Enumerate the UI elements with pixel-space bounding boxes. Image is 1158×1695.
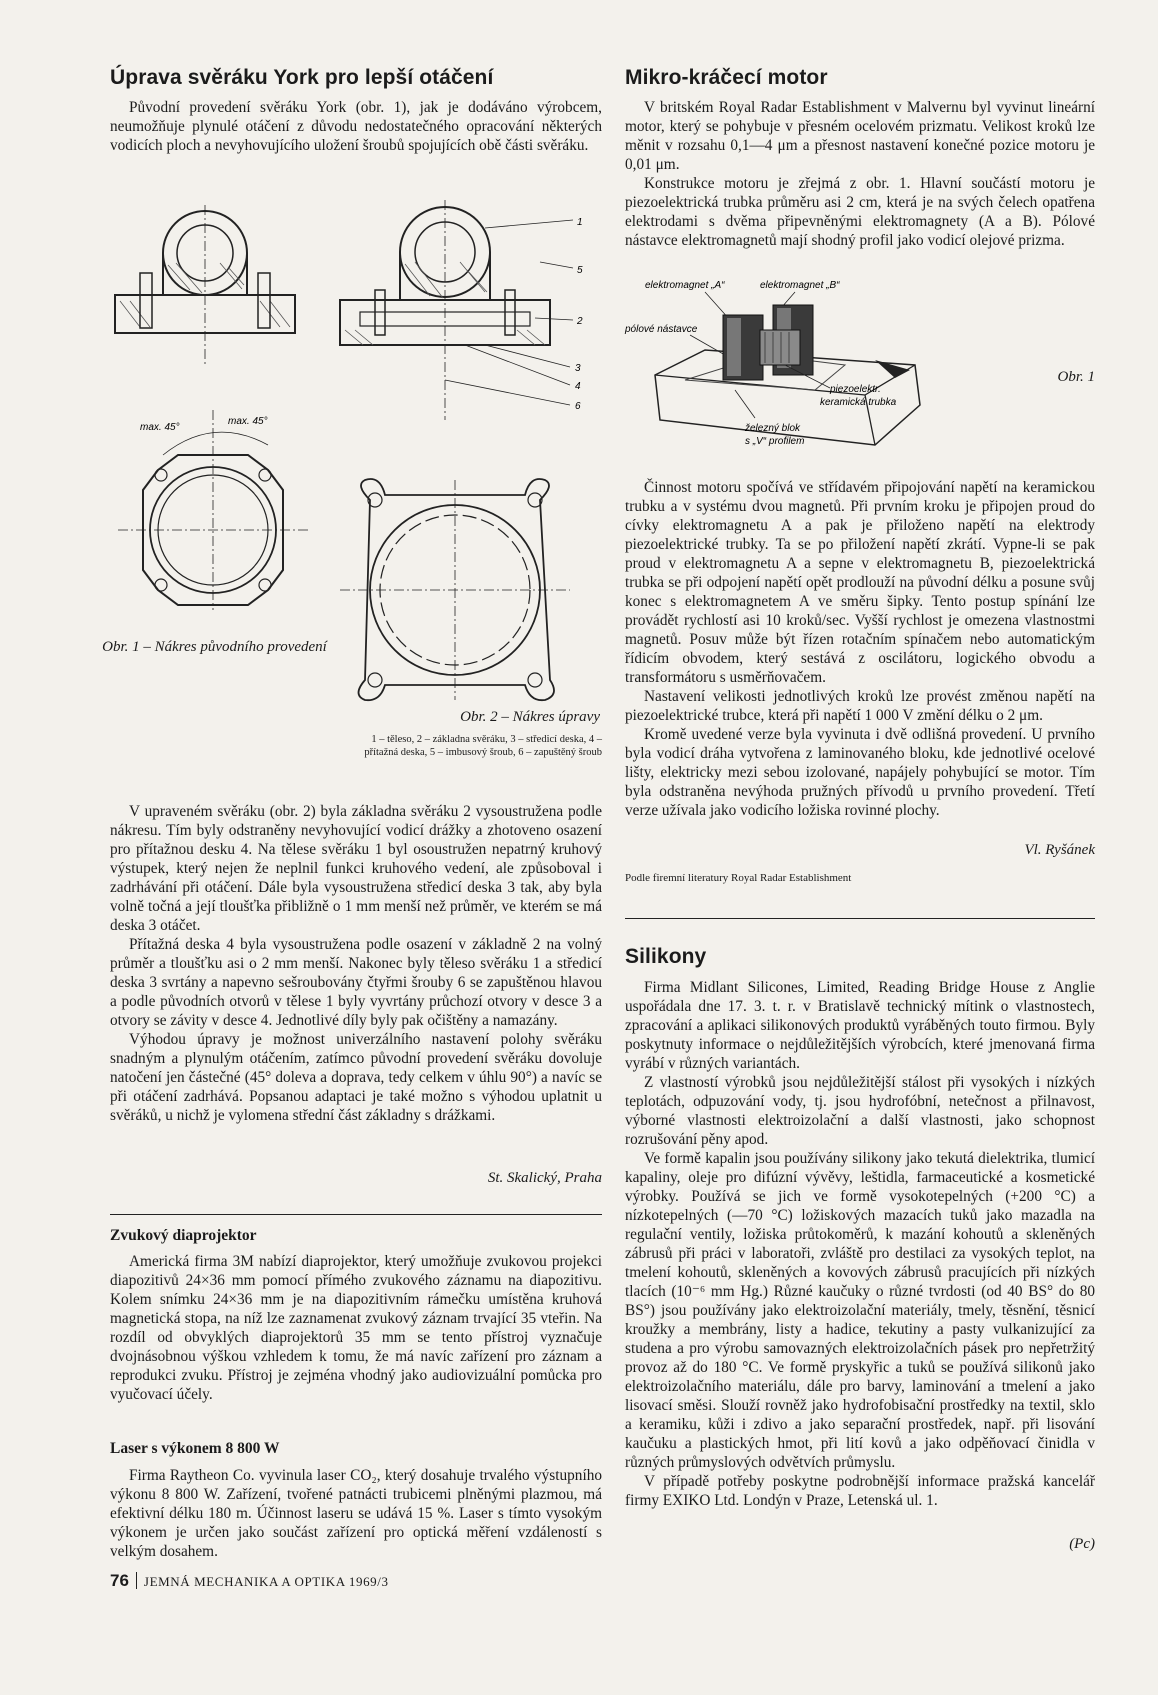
figure2-legend: 1 – těleso, 2 – základna svěráku, 3 – středicí deska, 4 – přítažná deska, 5 – imbusový šroub, 6 – zapuštěný šroub bbox=[364, 734, 602, 758]
motor-paragraph-2: Konstrukce motoru je zřejmá z obr. 1. Hlavní součástí motoru je piezoelektrická trubka průměru asi 2 cm, která je na svých čelech opatřena elektrodami s dvěma připevněnými elektromagnety (A a B). Pólové nástavce elektromagnetů mají shodný profil jako vodicí olejové prizma. bbox=[625, 175, 1095, 249]
fig-label-pole-pieces: pólové nástavce bbox=[625, 324, 698, 335]
fig-label-6: 6 bbox=[575, 401, 581, 412]
article-title-silicones: Silikony bbox=[625, 945, 707, 968]
vise-signature: St. Skalický, Praha bbox=[487, 1170, 602, 1186]
fig-label-magnet-b: elektromagnet „B“ bbox=[760, 280, 840, 291]
motor-paragraph-5: Kromě uvedené verze byla vyvinuta i dvě odlišná provedení. U prvního byla vodicí dráha vytvořena z laminovaného bloku, kde jednotlivé ocelové lišty, elektricky mezi sebou izolované, napájely pohybující se motor. Tím byla odstraněna nevýhoda pružných přívodů u prvního provedení. Třetí verze užívala jako vodicího ložiska rovinné plochy. bbox=[625, 726, 1095, 819]
vise-paragraph-3: Výhodou úpravy je možnost univerzálního nastavení polohy svěráku snadným a plynulým otáčením, zatímco původní provedení svěráku dovoluje natočení jen částečné (45° doleva a doprava, tedy celkem v úhlu 90°) a navíc se při otáčení zadrhává. Popsanou adaptaci je také možno s výhodou uplatnit u svěráků, u nichž je vylomena střední část základny s drážkami. bbox=[110, 1031, 602, 1124]
article-title-motor: Mikro-kráčecí motor bbox=[625, 66, 828, 89]
motor-signature: Vl. Ryšánek bbox=[1024, 842, 1095, 858]
article-title-projector: Zvukový diaprojektor bbox=[110, 1227, 257, 1244]
fig-label-4: 4 bbox=[575, 381, 581, 392]
motor-intro bbox=[625, 98, 1095, 250]
motor-drawing bbox=[625, 270, 945, 460]
motor-source: Podle firemní literatury Royal Radar Establishment bbox=[625, 872, 852, 884]
motor-paragraph-3: Činnost motoru spočívá ve střídavém připojování napětí na keramickou trubku a v systému dvou magnetů. Při prvním kroku je připojen proud do cívky elektromagnetu A a pak je přiloženo napětí na elektrody piezoelektrické trubky. Ta se po přiložení napětí zkrátí. Vypne-li se pak proud v elektromagnetu A a sepne v elektromagnetu B, piezoelektrická trubka se při odpojení napětí opět prodlouží na původní délku a posune svůj konec s elektromagnetem A ve směru šipky. Tento postup spínání lze provádět rychlostí asi 10 kroků/sec. Vyšší rychlost je omezena vlastnostmi magnetů. Posuv může být řízen rotačním spínačem nebo automatickým řídicím obvodem, který sestává z oscilátoru, logického obvodu a transformátoru s usměrňovačem. bbox=[625, 479, 1095, 686]
motor-figure-caption: Obr. 1 bbox=[1057, 369, 1095, 385]
page-number: 76 bbox=[110, 1571, 129, 1590]
vise-modified-side-drawing bbox=[335, 200, 605, 420]
vise-paragraph-2: Přítažná deska 4 byla vysoustružena podle osazení v základně 2 na volný průměr a tloušťku asi o 2 mm menší. Nakonec byly těleso svěráku 1 a středicí deska 3 svrtány a napevno sešroubovány čtyřmi šrouby 6 se zapuštěnou hlavou a podle původních otvorů v tělese 1 byly vyvrtány průchozí otvory v desce 3 a otvory se závity v desce 4. Jednotlivé díly byly pak očištěny a namazány. bbox=[110, 936, 602, 1029]
fig-label-3: 3 bbox=[575, 363, 581, 374]
fig-label-piezo-2: keramická trubka bbox=[820, 397, 897, 408]
divider-right-1 bbox=[625, 918, 1095, 919]
motor-paragraph-1: V britském Royal Radar Establishment v Malvernu byl vyvinut lineární motor, který se pohybuje v přesném ocelovém prizmatu. Velikost kroků lze měnit v rozsahu 0,1—4 μm a přesnost nastavení konečné pozice motoru je 0,01 μm. bbox=[625, 99, 1095, 173]
silicones-signature: (Pc) bbox=[1069, 1536, 1095, 1552]
motor-paragraph-4: Nastavení velikosti jednotlivých kroků lze provést změnou napětí na piezoelektrické trubce, která při napětí 1 000 V změní délku o 2 μm. bbox=[625, 688, 1095, 724]
silicones-paragraph-3: Ve formě kapalin jsou používány silikony jako tekutá dielektrika, tlumicí kapaliny, oleje pro difúzní vývěvy, leštidla, farmaceutické a kosmetické výrobky. Používá se jich ve formě vysokotepelných (+200 °C) a nízkotepelných (—70 °C) ložiskových mazacích tuků jako mazadla na regulační ventily, ložiska průtokoměrů, k mazání kohoutů a skleněných zábrusů při práci v laboratoři, zvláště pro destilaci za vysokých teplot, na tmelení kohoutů, skleněných a kovových zábrusů pracujících při nízkých tlacích (10⁻⁶ mm Hg.) Různé kaučuky o různé tvrdosti (od 40 BS° do 80 BS°) jsou používány jako elektroizolační materiály, tmely, těsnění, těsnicí kroužky a membrány, listy a hadice, tekutiny a pasty vulkanizující za studena a pro výrobu samovazných elektroizolačních pásek pro nepřetržitý provoz až do 180 °C. Ve formě pryskyřic a tuků se používá silikonů jako elektroizolačního materiálu, dále pro barvy, laminování a tmelení a jako lisovací směsi. Slouží rovněž jako hydrofobisační prostředky na textil, sklo a keramiku, kůži i zdivo a jako separační prostředek, např. při lisování kaučuku a plastických hmot, při lití kovů a jako odpěňovací činidla v různých průmyslových odvětvích průmyslu. bbox=[625, 1150, 1095, 1471]
article-title-laser: Laser s výkonem 8 800 W bbox=[110, 1440, 280, 1457]
silicones-paragraph-4: V případě potřeby poskytne podrobnější informace pražská kancelář firmy EXIKO Ltd. Londýn v Praze, Letenská ul. 1. bbox=[625, 1473, 1095, 1509]
fig-label-block-2: s „V“ profilem bbox=[745, 436, 805, 447]
vise-intro bbox=[110, 98, 602, 155]
fig-label-5: 5 bbox=[577, 265, 583, 276]
vise-original-side-drawing bbox=[110, 205, 310, 365]
fig-angle-label-a: max. 45° bbox=[140, 422, 180, 433]
laser-paragraph: Firma Raytheon Co. vyvinula laser CO₂, který dosahuje trvalého výstupního výkonu 8 800 W. Zařízení, tvořené patnácti trubicemi plněnými plazmou, má efektivní délku 180 m. Účinnost laseru se udává 15 %. Laser s tímto vysokým výkonem je určen jako součást zařízení pro optická měření vzdáleností s velkým dosahem. bbox=[110, 1467, 602, 1560]
projector-paragraph: Americká firma 3M nabízí diaprojektor, který umožňuje zvukovou projekci diapozitivů 24×36 mm pomocí přímého zvukového záznamu na diapozitivu. Kolem snímku 24×36 mm je na diapozitivním rámečku umístěna kruhová magnetická stopa, na níž lze zaznamenat zvukový záznam trvající 35 vteřin. Na rozdíl od obvyklých diaprojektorů 35 mm se tento přístroj vyznačuje dvojnásobnou výškou vzhledem k tomu, že má navíc zařízení pro záznam a reprodukci zvuku. Přístroj je zejména vhodný jako audiovizuální pomůcka pro vyučovací účely. bbox=[110, 1253, 602, 1403]
figure1-caption: Obr. 1 – Nákres původního provedení bbox=[102, 639, 327, 655]
vise-original-top-drawing bbox=[118, 410, 318, 630]
divider-left-1 bbox=[110, 1214, 602, 1215]
laser-body bbox=[110, 1466, 602, 1561]
article-title-vise: Úprava svěráku York pro lepší otáčení bbox=[110, 66, 494, 89]
footer-separator bbox=[136, 1572, 137, 1589]
vise-modified-top-drawing bbox=[340, 480, 580, 710]
fig-label-piezo-1: piezoelektr. bbox=[830, 384, 881, 395]
vise-intro-paragraph: Původní provedení svěráku York (obr. 1), jak je dodáváno výrobcem, neumožňuje plynulé otáčení z důvodu nedostatečného opracování některých vodicích ploch a nevyhovujícího uložení šroubů spojujících obě části svěráku. bbox=[110, 99, 602, 154]
fig-label-2: 2 bbox=[577, 316, 583, 327]
vise-paragraph-1: V upraveném svěráku (obr. 2) byla základna svěráku 2 vysoustružena podle nákresu. Tím byly odstraněny nevyhovující vodicí drážky a zhotoveno osazení pro přítažnou desku 4. Na tělese svěráku 1 byl osoustružen nepatrný kruhový výstupek, který nejen že neplnil funkci kruhového vedení, ale způsoboval i zadrhávání při otáčení. Dále byla vysoustružena středicí deska 3 tak, aby byla volně točná a její tloušťka přibližně o 1 mm menší než průměr, ve kterém se má deska 3 otáčet. bbox=[110, 803, 602, 934]
silicones-body bbox=[625, 978, 1095, 1510]
fig-label-1: 1 bbox=[577, 217, 583, 228]
vise-body bbox=[110, 802, 602, 1125]
silicones-paragraph-2: Z vlastností výrobků jsou nejdůležitější stálost při vysokých i nízkých teplotách, odpuzování vody, tj. jsou hydrofóbní, netečnost a přilnavost, výborné vlastnosti elektroizolační a další vlastnosti, jako schopnost rozrušování pěny apod. bbox=[625, 1074, 1095, 1148]
silicones-paragraph-1: Firma Midlant Silicones, Limited, Reading Bridge House z Anglie uspořádala dne 17. 3. t. r. v Bratislavě technický mítink o vlastnostech, zpracování a aplikaci silikonových produktů vyráběných touto firmou. Byly poskytnuty informace o nejdůležitějších výrobcích, které jmenovaná firma vyrábí v různých variantách. bbox=[625, 979, 1095, 1072]
fig-label-block-1: železný blok bbox=[745, 423, 801, 434]
page-footer bbox=[110, 1571, 389, 1591]
figure2-caption: Obr. 2 – Nákres úpravy bbox=[460, 709, 600, 725]
projector-body bbox=[110, 1252, 602, 1404]
journal-name: JEMNÁ MECHANIKA A OPTIKA 1969/3 bbox=[143, 1574, 389, 1589]
fig-label-magnet-a: elektromagnet „A“ bbox=[645, 280, 725, 291]
fig-angle-label-b: max. 45° bbox=[228, 416, 268, 427]
motor-body bbox=[625, 478, 1095, 820]
